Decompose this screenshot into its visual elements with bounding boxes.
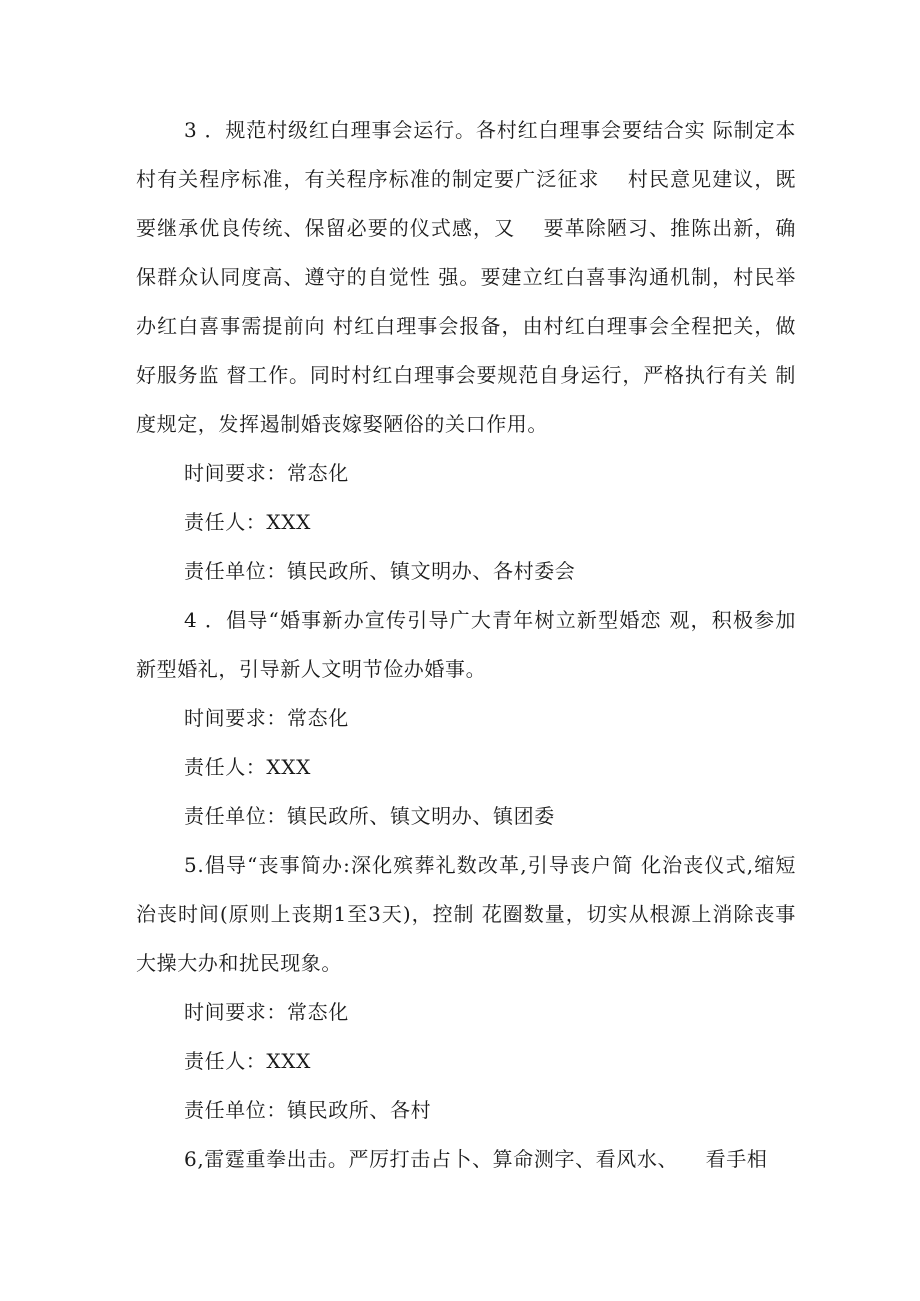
responsible-unit-5: 责任单位：镇民政所、各村	[184, 1098, 432, 1122]
paragraph-item-6: 6,雷霆重拳出击。严厉打击占卜、算命测字、看风水、 看手相	[184, 1147, 768, 1171]
paragraph-item-5: 5.倡导“丧事简办:深化殡葬礼数改革,引导丧户简 化治丧仪式,缩短治丧时间(原则上丧期1至3天)，控制 花圈数量，切实从根源上消除丧事大操大办和扰民现象。	[136, 853, 796, 975]
paragraph-item-4: 4 ．倡导“婚事新办宣传引导广大青年树立新型婚恋 观，积极参加新型婚礼，引导新人文明节俭办婚事。	[136, 608, 796, 681]
time-requirement-5: 时间要求：常态化	[184, 1000, 349, 1024]
responsible-person-3: 责任人：XXX	[184, 510, 311, 534]
time-requirement-4: 时间要求：常态化	[184, 706, 349, 730]
responsible-unit-3: 责任单位：镇民政所、镇文明办、各村委会	[184, 559, 576, 583]
responsible-person-4: 责任人：XXX	[184, 755, 311, 779]
responsible-unit-4: 责任单位：镇民政所、镇文明办、镇团委	[184, 804, 555, 828]
time-requirement-3: 时间要求：常态化	[184, 461, 349, 485]
document-body	[136, 106, 796, 1184]
paragraph-item-3: 3 ．规范村级红白理事会运行。各村红白理事会要结合实 际制定本村有关程序标准，有关程序标准的制定要广泛征求 村民意见建议，既要继承优良传统、保留必要的仪式感，又 要革除陋习、推陈出新，确保群众认同度高、遵守的自觉性 强。要建立红白喜事沟通机制，村民举办红白喜事需提前向 村红白理事会报备，由村红白理事会全程把关，做好服务监 督工作。同时村红白理事会要规范自身运行，严格执行有关 制度规定，发挥遏制婚丧嫁娶陋俗的关口作用。	[136, 118, 796, 436]
responsible-person-5: 责任人：XXX	[184, 1049, 311, 1073]
